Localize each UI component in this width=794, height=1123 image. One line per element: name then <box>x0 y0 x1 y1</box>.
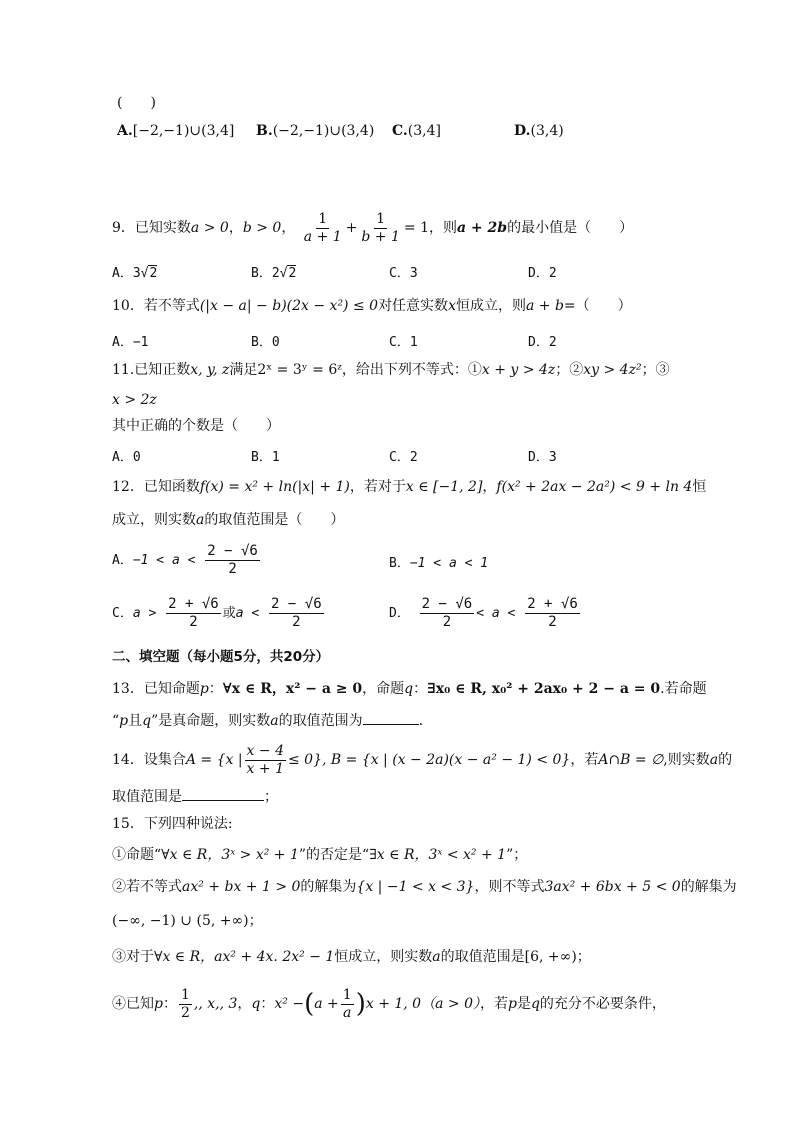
option-label: D． <box>528 450 549 465</box>
option-mid: < a < <box>476 606 516 621</box>
option-label: A． <box>112 266 133 281</box>
q10-mid: 对任意实数 <box>378 298 449 314</box>
q11-option-a <box>112 446 141 465</box>
frac-den: 2 <box>292 614 301 630</box>
option-label: B． <box>251 266 272 281</box>
q12-domain: x ∈ [−1, 2] <box>405 479 483 495</box>
option-pre: −1 < a < <box>132 553 196 568</box>
option-label: C． <box>389 450 410 465</box>
s4-p2: p <box>507 996 517 1012</box>
q12-option-a <box>112 543 262 579</box>
option-text: −1 <box>132 335 149 350</box>
q8-option-d <box>514 121 564 141</box>
option-fraction-1 <box>420 596 475 631</box>
option-text: 2 <box>548 335 557 350</box>
frac-num: 1 <box>342 986 352 1003</box>
option-label: A． <box>112 335 133 350</box>
q9-fraction-1 <box>302 211 344 246</box>
option-fraction-2 <box>269 596 324 631</box>
q10-expr: (|x − a| − b)(2x − x²) ≤ 0 <box>199 298 379 314</box>
q11-option-b <box>251 446 280 465</box>
q8-option-a <box>117 121 234 141</box>
s1-b: ∃x ∈ R，3ˣ < x² + 1 <box>369 847 507 863</box>
s4-a: ,, x,, 3 <box>193 996 238 1012</box>
q13-q: q <box>404 681 414 697</box>
s1-pre: ①命题“ <box>112 847 162 863</box>
s1-a: ∀x ∈ R，3ˣ > x² + 1 <box>161 847 299 863</box>
section-heading: 二、填空题（每小题5分，共20分） <box>112 649 330 665</box>
q12-var: a <box>196 512 205 528</box>
frac-den: x + 1 <box>246 760 284 777</box>
q14-line2-text: 取值范围是 <box>112 789 182 805</box>
q9-stem <box>112 210 633 246</box>
option-fraction-1 <box>166 596 221 631</box>
s4-b: x² − <box>274 996 305 1012</box>
q13-line2-c: ”是真命题，则实数 <box>151 713 271 729</box>
s2-mid2: ，则不等式 <box>474 879 545 895</box>
q11-mid4: ；③ <box>641 362 670 378</box>
q8-option-b <box>256 121 374 141</box>
q11-ineq3-line <box>112 390 157 410</box>
option-text: (3,4] <box>407 123 441 139</box>
q13-stem <box>112 679 707 699</box>
option-text: [−2,−1)∪(3,4] <box>132 123 235 139</box>
q11-ineq1: x + y > 4z <box>481 362 556 378</box>
q9-option-b: B．2√2 <box>251 266 297 281</box>
option-text: (3,4) <box>530 123 564 139</box>
s4-sep: ， <box>237 996 252 1012</box>
q11-stem <box>112 360 670 380</box>
q12-sep: ， <box>482 479 497 495</box>
option-label: D. <box>514 123 531 139</box>
q11-cond: 2ˣ = 3ʸ = 6ᶻ <box>257 362 342 378</box>
q12-option-c <box>112 596 326 632</box>
frac-num: 1 <box>180 986 190 1003</box>
frac-den: a + 1 <box>303 228 342 245</box>
left-paren: ( <box>304 989 315 1019</box>
option-label: B． <box>251 335 272 350</box>
s2-c: 3ax² + 6bx + 5 < 0 <box>544 879 681 895</box>
s1-end: ”； <box>506 847 528 863</box>
q11-number: 11.已知正数 <box>112 362 191 378</box>
frac-num: 1 <box>376 210 386 227</box>
q12-tail: 恒 <box>692 479 707 495</box>
option-label: C． <box>389 335 410 350</box>
option-label: C. <box>392 123 408 139</box>
q9-eq: = 1 <box>403 220 429 236</box>
answer-blank[interactable] <box>182 786 264 801</box>
q10-var: x <box>448 298 456 314</box>
q10-mid2: 恒成立，则 <box>455 298 526 314</box>
q13-line2-var: a <box>270 713 279 729</box>
q15-statement-1 <box>112 845 527 865</box>
right-paren: ) <box>355 989 366 1019</box>
q10-tail: =（ ） <box>563 298 632 314</box>
q13-q-expr: ∃x₀ ∈ R, x₀² + 2ax₀ + 2 − a = 0 <box>427 681 661 697</box>
s2-line2-end: ； <box>248 913 263 929</box>
q12-line2 <box>112 510 344 530</box>
q12-line2-a: 成立，则实数 <box>112 512 196 528</box>
option-coef: 3 <box>132 266 141 281</box>
option-label: A． <box>112 553 133 568</box>
q9-option-a: A．3√2 <box>112 266 158 281</box>
q9-sep: ， <box>228 220 243 236</box>
frac-den: 2 <box>180 1004 190 1021</box>
s4-colon: ： <box>162 996 177 1012</box>
s4-end: 的充分不必要条件， <box>539 996 666 1012</box>
q11-ineq3: x > 2z <box>112 392 157 408</box>
q13-quote-open: “ <box>112 713 120 729</box>
s2-pre: ②若不等式 <box>112 879 182 895</box>
q13-line2-and: 且 <box>128 713 143 729</box>
q13-line2 <box>112 710 423 731</box>
s3-b: [6, +∞) <box>524 949 577 965</box>
option-mid: a < <box>235 606 260 621</box>
option-text: (−2,−1)∪(3,4) <box>272 123 375 139</box>
option-label: C． <box>389 266 410 281</box>
option-label: B． <box>389 556 410 571</box>
frac-num: 2 + √6 <box>527 596 578 612</box>
q14-fraction <box>245 743 286 778</box>
q12-ineq: f(x² + 2ax − 2a²) < 9 + ln 4 <box>496 479 693 495</box>
q15-statement-4 <box>112 984 666 1024</box>
option-fraction-2 <box>525 596 580 631</box>
q9-option-c <box>389 262 418 281</box>
q11-ineq2: xy > 4z² <box>583 362 642 378</box>
q14-line2 <box>112 786 278 807</box>
q12-line2-b: 的取值范围是（ ） <box>204 512 345 528</box>
frac-den: b + 1 <box>361 228 400 245</box>
q14-stem <box>112 742 732 778</box>
frac-num: 2 − √6 <box>207 543 258 559</box>
q14-mid: ，若 <box>570 752 599 768</box>
option-text: −1 < a < 1 <box>409 556 489 571</box>
q12-number: 12．已知函数 <box>112 479 200 495</box>
q12-option-b <box>389 552 488 571</box>
option-text: 1 <box>409 335 418 350</box>
q14-cond: A∩B = ∅ <box>598 752 664 768</box>
q14-number: 14．设集合 <box>112 752 186 768</box>
s4-pre: ④已知 <box>112 996 154 1012</box>
option-text: 3 <box>548 450 557 465</box>
q10-option-c <box>389 331 418 350</box>
option-label: D． <box>528 266 549 281</box>
q12-stem <box>112 477 706 497</box>
q14-tail: 的 <box>718 752 733 768</box>
option-label: C． <box>112 606 133 621</box>
s3-mid2: 的取值范围是 <box>440 949 525 965</box>
q15-statement-2-line2 <box>112 911 263 931</box>
q10-number: 10．若不等式 <box>112 298 200 314</box>
frac-den: 2 <box>228 561 237 577</box>
q15-statement-2 <box>112 877 737 897</box>
s2-line2: (−∞, −1) ∪ (5, +∞) <box>112 913 249 929</box>
option-label: D． <box>389 606 410 621</box>
q13-line2-q: q <box>142 713 152 729</box>
option-pre: a > <box>132 606 157 621</box>
q15-statement-3 <box>112 947 591 967</box>
q15-number: 15．下列四种说法: <box>112 816 233 832</box>
frac-num: 1 <box>318 210 328 227</box>
q10-option-d <box>528 331 557 350</box>
q13-p-expr: ∀x ∈ R，x² − a ≥ 0 <box>222 681 363 697</box>
s4-q: q <box>251 996 261 1012</box>
q11-mid3: ；② <box>555 362 584 378</box>
s3-var: a <box>432 949 441 965</box>
q11-option-d <box>528 446 557 465</box>
s4-d: x + 1, 0 <box>365 996 422 1012</box>
s2-b: {x | −1 < x < 3} <box>356 879 475 895</box>
q12-func: f(x) = x² + ln(|x| + 1) <box>199 479 350 495</box>
option-coef: 2 <box>271 266 280 281</box>
q11-vars: x, y, z <box>190 362 230 378</box>
q9-fraction-2 <box>359 211 402 246</box>
option-text: 1 <box>271 450 280 465</box>
s4-mid: ，若 <box>479 996 508 1012</box>
s4-fraction <box>179 987 192 1022</box>
s3-pre: ③对于 <box>112 949 154 965</box>
q9-plus: + <box>345 220 358 236</box>
frac-num: 2 − √6 <box>421 596 473 612</box>
q14-mid2: ,则实数 <box>663 752 710 768</box>
option-label: D． <box>528 335 549 350</box>
q13-mid: ，命题 <box>362 681 405 697</box>
q8-answer-bracket: ( ) <box>117 95 156 111</box>
s4-cond: （a > 0） <box>421 996 480 1012</box>
q9-sep2: ， <box>281 220 296 236</box>
q15-stem <box>112 814 233 834</box>
q13-colon: ： <box>208 681 223 697</box>
q11-mid2: ，给出下列不等式：① <box>341 362 482 378</box>
q13-line2-p: p <box>119 713 129 729</box>
s4-p: p <box>154 996 163 1012</box>
q14-set-a-post: ≤ 0}, B = {x | (x − 2a)(x − a² − 1) < 0} <box>287 752 571 768</box>
frac-den: a <box>343 1004 352 1021</box>
s4-q2: q <box>530 996 540 1012</box>
frac-num: x − 4 <box>246 742 284 759</box>
option-label: B． <box>251 450 272 465</box>
s4-fraction-2 <box>341 987 354 1022</box>
q9-expr: a + 2b <box>456 220 508 236</box>
q14-var: a <box>709 752 719 768</box>
q14-set-a-pre: A = {x | <box>185 752 243 768</box>
q13-line2-d: 的取值范围为 <box>278 713 363 729</box>
option-text: 2 <box>548 266 557 281</box>
q14-line2-end: ； <box>264 789 278 805</box>
q9-cond1: a > 0 <box>190 220 229 236</box>
frac-num: 2 + √6 <box>168 596 219 612</box>
s3-end: ； <box>576 949 591 965</box>
frac-den: 2 <box>548 614 557 630</box>
answer-blank[interactable] <box>363 710 419 725</box>
s4-c-pre: a + <box>314 996 339 1012</box>
s4-colon2: ： <box>260 996 275 1012</box>
option-label: A． <box>112 450 133 465</box>
option-text: 0 <box>132 450 141 465</box>
s4-mid2: 是 <box>516 996 531 1012</box>
q12-mid: ，若对于 <box>349 479 406 495</box>
q13-number: 13．已知命题 <box>112 681 200 697</box>
s2-mid: 的解集为 <box>300 879 357 895</box>
option-label: B. <box>256 123 273 139</box>
q13-p: p <box>199 681 209 697</box>
s3-mid: 恒成立，则实数 <box>334 949 433 965</box>
q9-option-d <box>528 262 557 281</box>
q9-tail: 的最小值是（ ） <box>507 220 634 236</box>
s2-a: ax² + bx + 1 > 0 <box>182 879 301 895</box>
frac-den: 2 <box>442 614 452 630</box>
q9-tail-pre: ，则 <box>428 220 457 236</box>
option-or: 或 <box>222 606 236 621</box>
option-text: 0 <box>271 335 280 350</box>
q9-number: 9．已知实数 <box>112 220 191 236</box>
q9-cond2: b > 0 <box>242 220 282 236</box>
q10-option-b <box>251 331 280 350</box>
q13-line2-end: . <box>418 713 424 729</box>
q10-expr2: a + b <box>525 298 564 314</box>
option-text: 3 <box>409 266 418 281</box>
q13-tail: .若命题 <box>660 681 707 697</box>
option-fraction <box>205 543 260 578</box>
q10-option-a <box>112 331 148 350</box>
q11-question: 其中正确的个数是（ ） <box>112 418 280 434</box>
option-label: A. <box>117 123 133 139</box>
option-radicand: 2 <box>288 266 297 281</box>
q10-stem <box>112 296 632 316</box>
s1-mid: ”的否定是“ <box>298 847 370 863</box>
s3-a: ∀x ∈ R，ax² + 4x. 2x² − 1 <box>154 949 335 965</box>
frac-den: 2 <box>189 614 198 630</box>
option-text: 2 <box>409 450 418 465</box>
q12-option-d <box>389 596 582 632</box>
option-radicand: 2 <box>149 266 158 281</box>
q8-option-c <box>392 121 441 141</box>
q11-option-c <box>389 446 418 465</box>
q13-colon2: ： <box>413 681 428 697</box>
s2-end: 的解集为 <box>680 879 737 895</box>
frac-num: 2 − √6 <box>271 596 322 612</box>
q11-mid: 满足 <box>229 362 258 378</box>
q11-question-line <box>112 416 280 436</box>
